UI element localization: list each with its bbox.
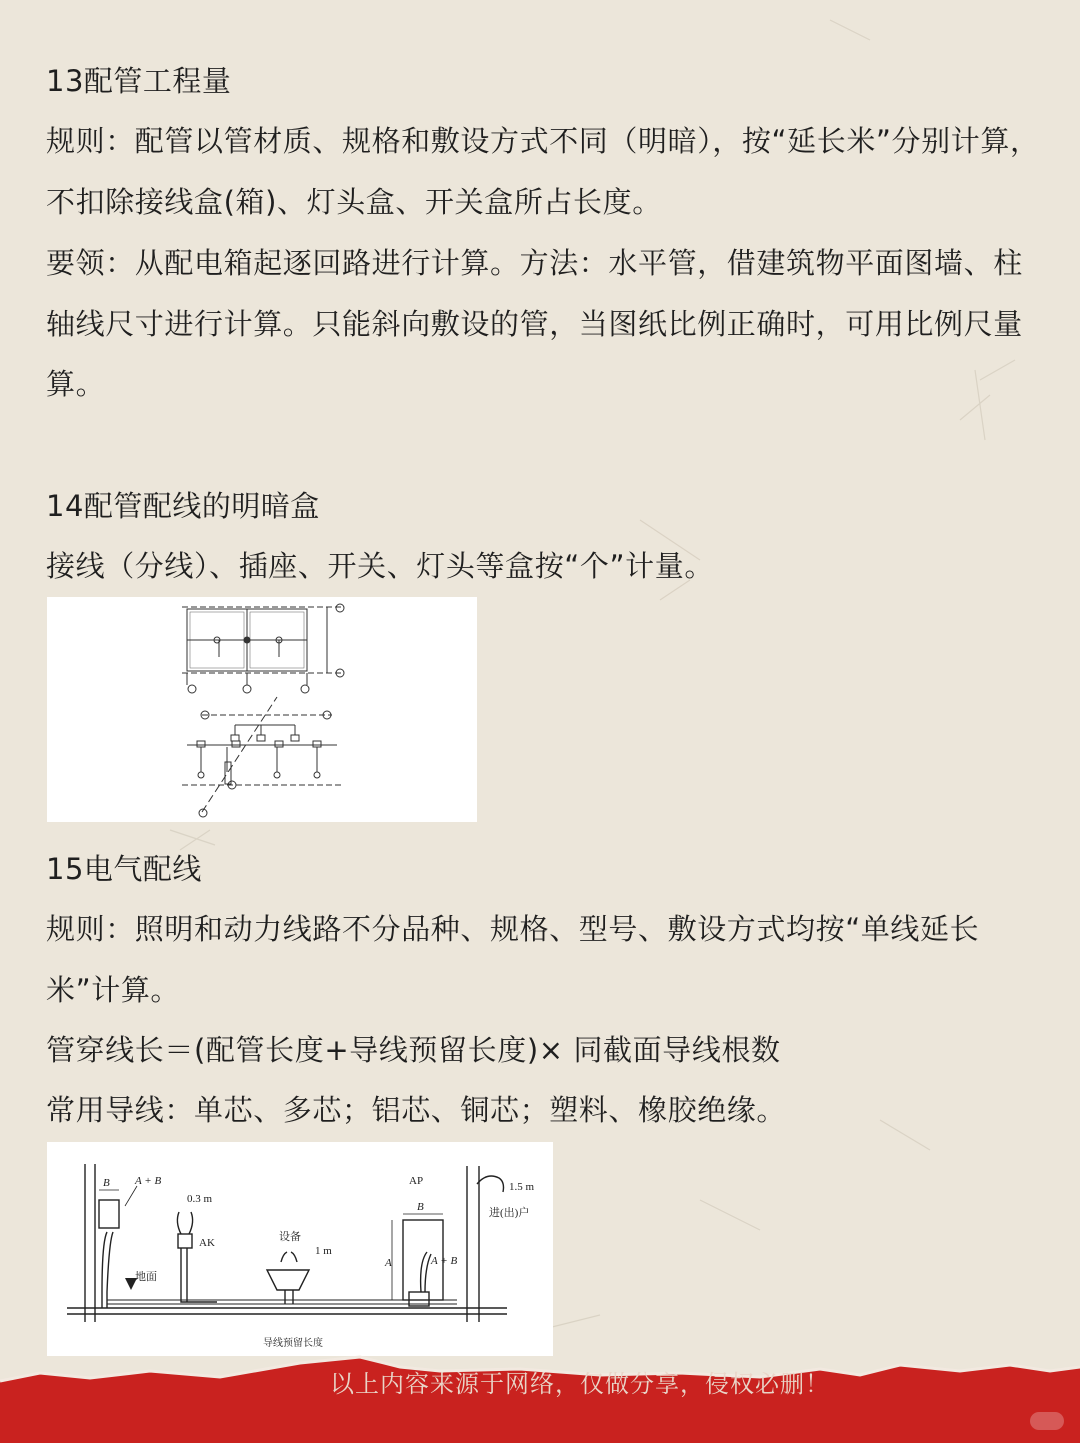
label-15m: 1.5 m: [509, 1181, 535, 1193]
section-15-common: 常用导线：单芯、多芯；铝芯、铜芯；塑料、橡胶绝缘。: [46, 1093, 787, 1127]
section-15-formula: 管穿线长＝(配管长度+导线预留长度)× 同截面导线根数: [46, 1033, 781, 1067]
footer-disclaimer: 以上内容来源于网络，仅做分享，侵权必删！: [330, 1370, 830, 1398]
label-b: B: [103, 1177, 110, 1189]
label-03m: 0.3 m: [187, 1193, 213, 1205]
label-a: A: [385, 1257, 392, 1269]
label-1m: 1 m: [315, 1245, 332, 1257]
conduit-plan-figure: [47, 597, 477, 822]
figure-caption: 导线预留长度: [263, 1338, 323, 1349]
label-b-2: B: [417, 1201, 424, 1213]
conduit-plan-diagram: [47, 597, 477, 822]
wire-reserve-diagram: [47, 1142, 553, 1356]
section-14-text: 接线（分线）、插座、开关、灯头等盒按“个”计量。: [46, 549, 714, 583]
watermark-badge: [1030, 1412, 1064, 1430]
section-13-key: 要领：从配电箱起逐回路进行计算。方法：水平管，借建筑物平面图墙、柱轴线尺寸进行计算。只能斜向敷设的管，当图纸比例正确时，可用比例尺量算。: [46, 246, 1023, 401]
label-in-out: 进(出)户: [489, 1207, 530, 1219]
section-14-title: 14配管配线的明暗盒: [46, 489, 320, 523]
wire-reserve-figure: [47, 1142, 553, 1356]
label-ap: AP: [409, 1175, 424, 1187]
section-13-title: 13配管工程量: [46, 64, 232, 98]
label-ak: AK: [199, 1237, 215, 1249]
section-15-title: 15电气配线: [46, 852, 202, 886]
section-13-rule: 规则：配管以管材质、规格和敷设方式不同（明暗），按“延长米”分别计算，不扣除接线盒(箱)、灯头盒、开关盒所占长度。: [46, 124, 1040, 219]
label-a-plus-b-2: A + B: [431, 1255, 458, 1267]
section-15-rule: 规则：照明和动力线路不分品种、规格、型号、敷设方式均按“单线延长米”计算。: [46, 912, 980, 1007]
label-device: 设备: [279, 1231, 301, 1243]
label-ground: 地面: [135, 1271, 157, 1283]
label-a-plus-b: A + B: [135, 1175, 162, 1187]
